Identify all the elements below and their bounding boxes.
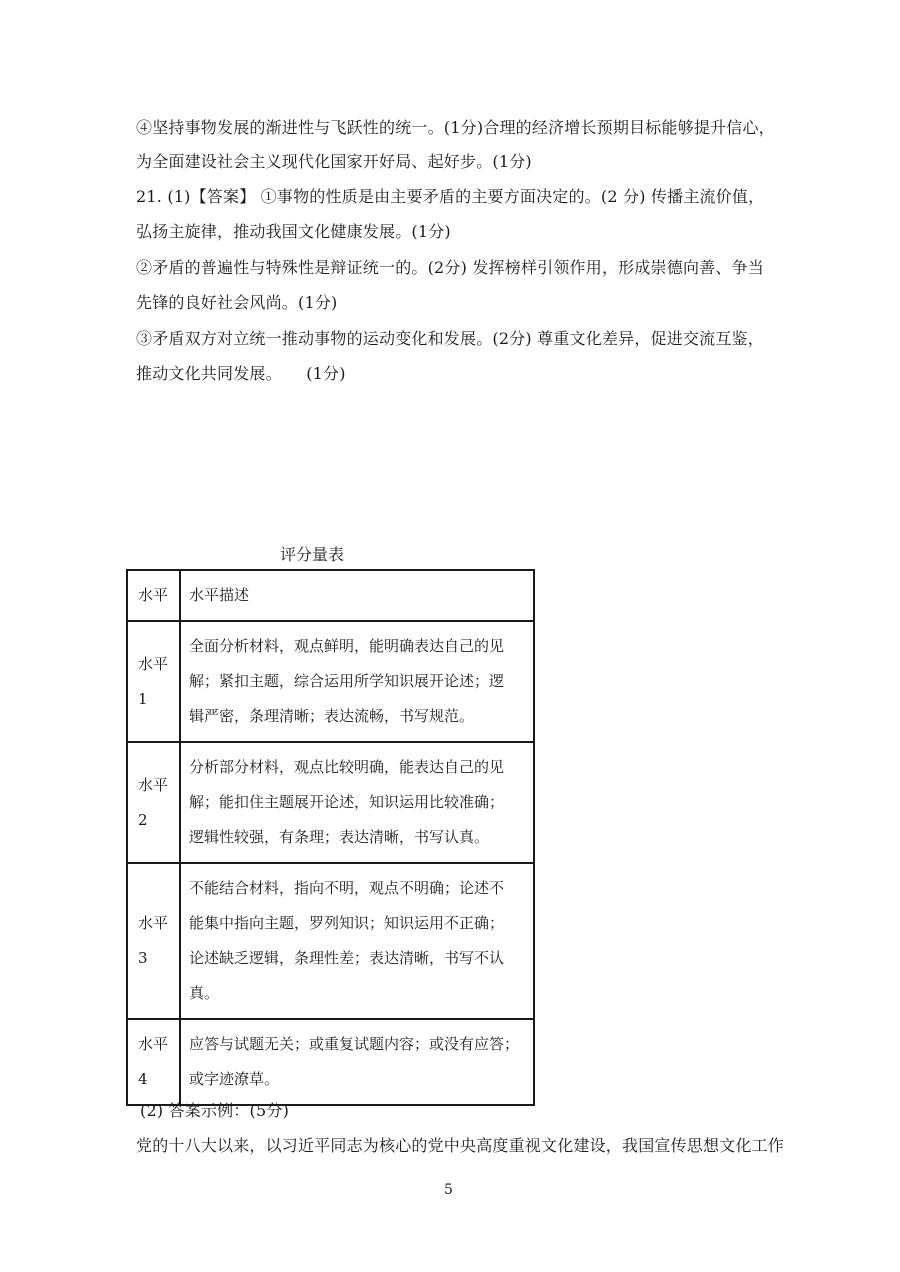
answer-text: 党的十八大以来，以习近平同志为核心的党中央高度重视文化建设，我国宣传思想文化工作	[136, 1136, 785, 1155]
table-row	[127, 742, 534, 863]
level-number: 2	[138, 810, 148, 829]
level-number: 1	[138, 689, 148, 708]
para-5: ②矛盾的普遍性与特殊性是辩证统一的。(2分) 发挥榜样引领作用，形成崇德向善、争当	[136, 258, 764, 277]
level-cell	[127, 621, 180, 742]
para-6: 先锋的良好社会风尚。(1分)	[136, 293, 338, 312]
description-line: 应答与试题无关；或重复试题内容；或没有应答；	[189, 1035, 520, 1053]
para-4: 弘扬主旋律，推动我国文化健康发展。(1分)	[136, 222, 451, 241]
para-8: 推动文化共同发展。 (1分)	[136, 364, 346, 383]
table-caption: 评分量表	[280, 545, 345, 564]
table-row	[127, 1019, 534, 1105]
description-cell	[180, 621, 534, 742]
para-7: ③矛盾双方对立统一推动事物的运动变化和发展。(2分) 尊重文化差异，促进交流互鉴，	[136, 329, 764, 348]
table-row	[127, 621, 534, 742]
para-1: ④坚持事物发展的渐进性与飞跃性的统一。(1分)合理的经济增长预期目标能够提升信心，	[136, 118, 775, 137]
description-line: 解；紧扣主题，综合运用所学知识展开论述；逻	[189, 672, 505, 690]
description-line: 论述缺乏逻辑，条理性差；表达清晰，书写不认	[189, 949, 505, 967]
table-header-row	[127, 570, 534, 621]
description-line: 或字迹潦草。	[189, 1070, 280, 1088]
description-line: 不能结合材料，指向不明，观点不明确；论述不	[189, 879, 505, 897]
level-label: 水平	[138, 1035, 169, 1053]
level-label: 水平	[138, 775, 169, 794]
level-number: 4	[138, 1070, 148, 1088]
description-line: 分析部分材料，观点比较明确，能表达自己的见	[189, 758, 505, 776]
para-2: 为全面建设社会主义现代化国家开好局、起好步。(1分)	[136, 152, 532, 171]
level-cell	[127, 742, 180, 863]
description-line: 全面分析材料，观点鲜明，能明确表达自己的见	[189, 637, 505, 655]
description-line: 辑严密，条理清晰；表达流畅，书写规范。	[189, 707, 475, 725]
table-row	[127, 863, 534, 1019]
answer-heading: (2) 答案示例：(5分)	[140, 1101, 290, 1120]
description-cell	[180, 742, 534, 863]
page-number: 5	[444, 1182, 453, 1198]
level-label: 水平	[138, 914, 169, 932]
description-line: 逻辑性较强，有条理；表达清晰，书写认真。	[189, 828, 490, 846]
scoring-table	[126, 569, 535, 1106]
description-cell	[180, 863, 534, 1019]
header-description: 水平描述	[180, 570, 534, 621]
description-line: 真。	[189, 984, 220, 1002]
level-cell	[127, 1019, 180, 1105]
level-number: 3	[138, 949, 148, 967]
header-level: 水平	[127, 570, 180, 621]
description-line: 能集中指向主题，罗列知识；知识运用不正确；	[189, 914, 505, 932]
description-cell	[180, 1019, 534, 1105]
description-line: 解；能扣住主题展开论述，知识运用比较准确；	[189, 793, 505, 811]
para-3: 21. (1)【答案】 ①事物的性质是由主要矛盾的主要方面决定的。(2 分) 传播主流价值，	[136, 187, 765, 206]
level-cell	[127, 863, 180, 1019]
level-label: 水平	[138, 654, 169, 673]
